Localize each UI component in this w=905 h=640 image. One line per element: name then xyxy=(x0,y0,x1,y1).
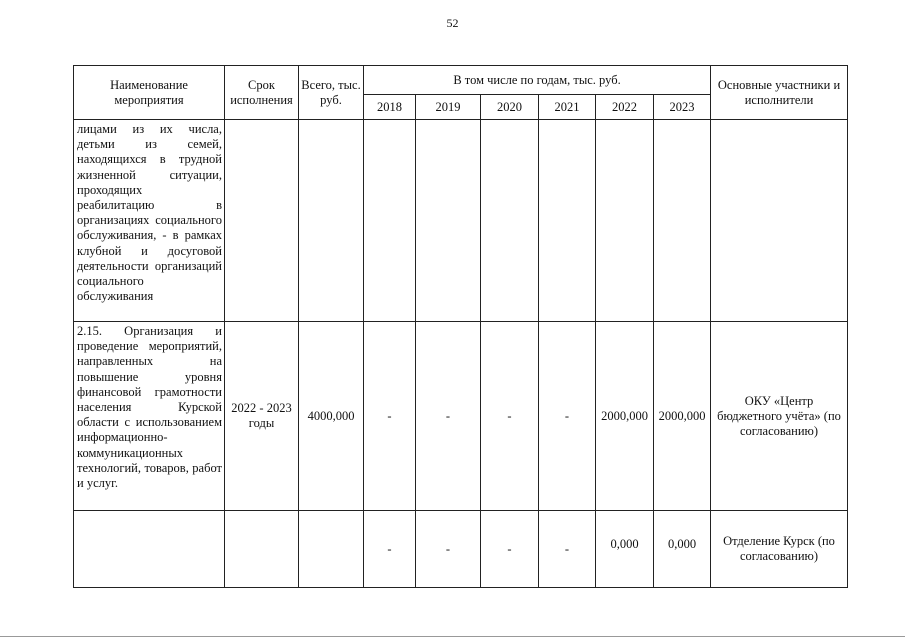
header-year: 2022 xyxy=(596,95,654,120)
program-table xyxy=(73,65,848,588)
year-value: 2000,000 xyxy=(596,322,654,511)
year-value xyxy=(364,120,416,322)
activity-name: лицами из их числа, детьми из семей, находящихся в трудной жизненной ситуации, проходящих реабилитацию в организациях социального обслуживания, - в рамках клубной и досуговой деятельности организаций социального обслуживания xyxy=(74,120,225,322)
year-value: 0,000 xyxy=(596,511,654,588)
header-term: Срок исполнения xyxy=(225,66,299,120)
header-participants: Основные участники и исполнители xyxy=(711,66,848,120)
page-bottom-edge xyxy=(0,636,905,637)
activity-total xyxy=(299,120,364,322)
table-row xyxy=(74,120,848,322)
header-year: 2019 xyxy=(416,95,481,120)
year-value: - xyxy=(364,511,416,588)
year-value xyxy=(416,120,481,322)
activity-total: 4000,000 xyxy=(299,322,364,511)
activity-participants xyxy=(711,120,848,322)
page-number: 52 xyxy=(446,16,459,30)
header-year: 2018 xyxy=(364,95,416,120)
year-value: 0,000 xyxy=(654,511,711,588)
activity-participants: ОКУ «Центр бюджетного учёта» (по согласованию) xyxy=(711,322,848,511)
activity-name: 2.15. Организация и проведение мероприятий, направленных на повышение уровня финансовой грамотности населения Курской области с использованием информационно-коммуникационных технологий, товаров, работ и услуг. xyxy=(74,322,225,511)
header-by-years: В том числе по годам, тыс. руб. xyxy=(364,66,711,95)
year-value: - xyxy=(481,511,539,588)
header-name: Наименование мероприятия xyxy=(74,66,225,120)
year-value xyxy=(596,120,654,322)
activity-term xyxy=(225,511,299,588)
activity-total xyxy=(299,511,364,588)
table-row xyxy=(74,322,848,511)
year-value: - xyxy=(416,511,481,588)
header-year: 2023 xyxy=(654,95,711,120)
activity-name xyxy=(74,511,225,588)
year-value xyxy=(654,120,711,322)
header-year: 2020 xyxy=(481,95,539,120)
year-value: - xyxy=(416,322,481,511)
header-year: 2021 xyxy=(539,95,596,120)
table-row xyxy=(74,511,848,588)
year-value: - xyxy=(364,322,416,511)
year-value: 2000,000 xyxy=(654,322,711,511)
year-value xyxy=(481,120,539,322)
year-value: - xyxy=(539,511,596,588)
year-value: - xyxy=(481,322,539,511)
activity-term: 2022 - 2023 годы xyxy=(225,322,299,511)
activity-term xyxy=(225,120,299,322)
activity-participants: Отделение Курск (по согласованию) xyxy=(711,511,848,588)
year-value xyxy=(539,120,596,322)
year-value: - xyxy=(539,322,596,511)
header-total: Всего, тыс. руб. xyxy=(299,66,364,120)
